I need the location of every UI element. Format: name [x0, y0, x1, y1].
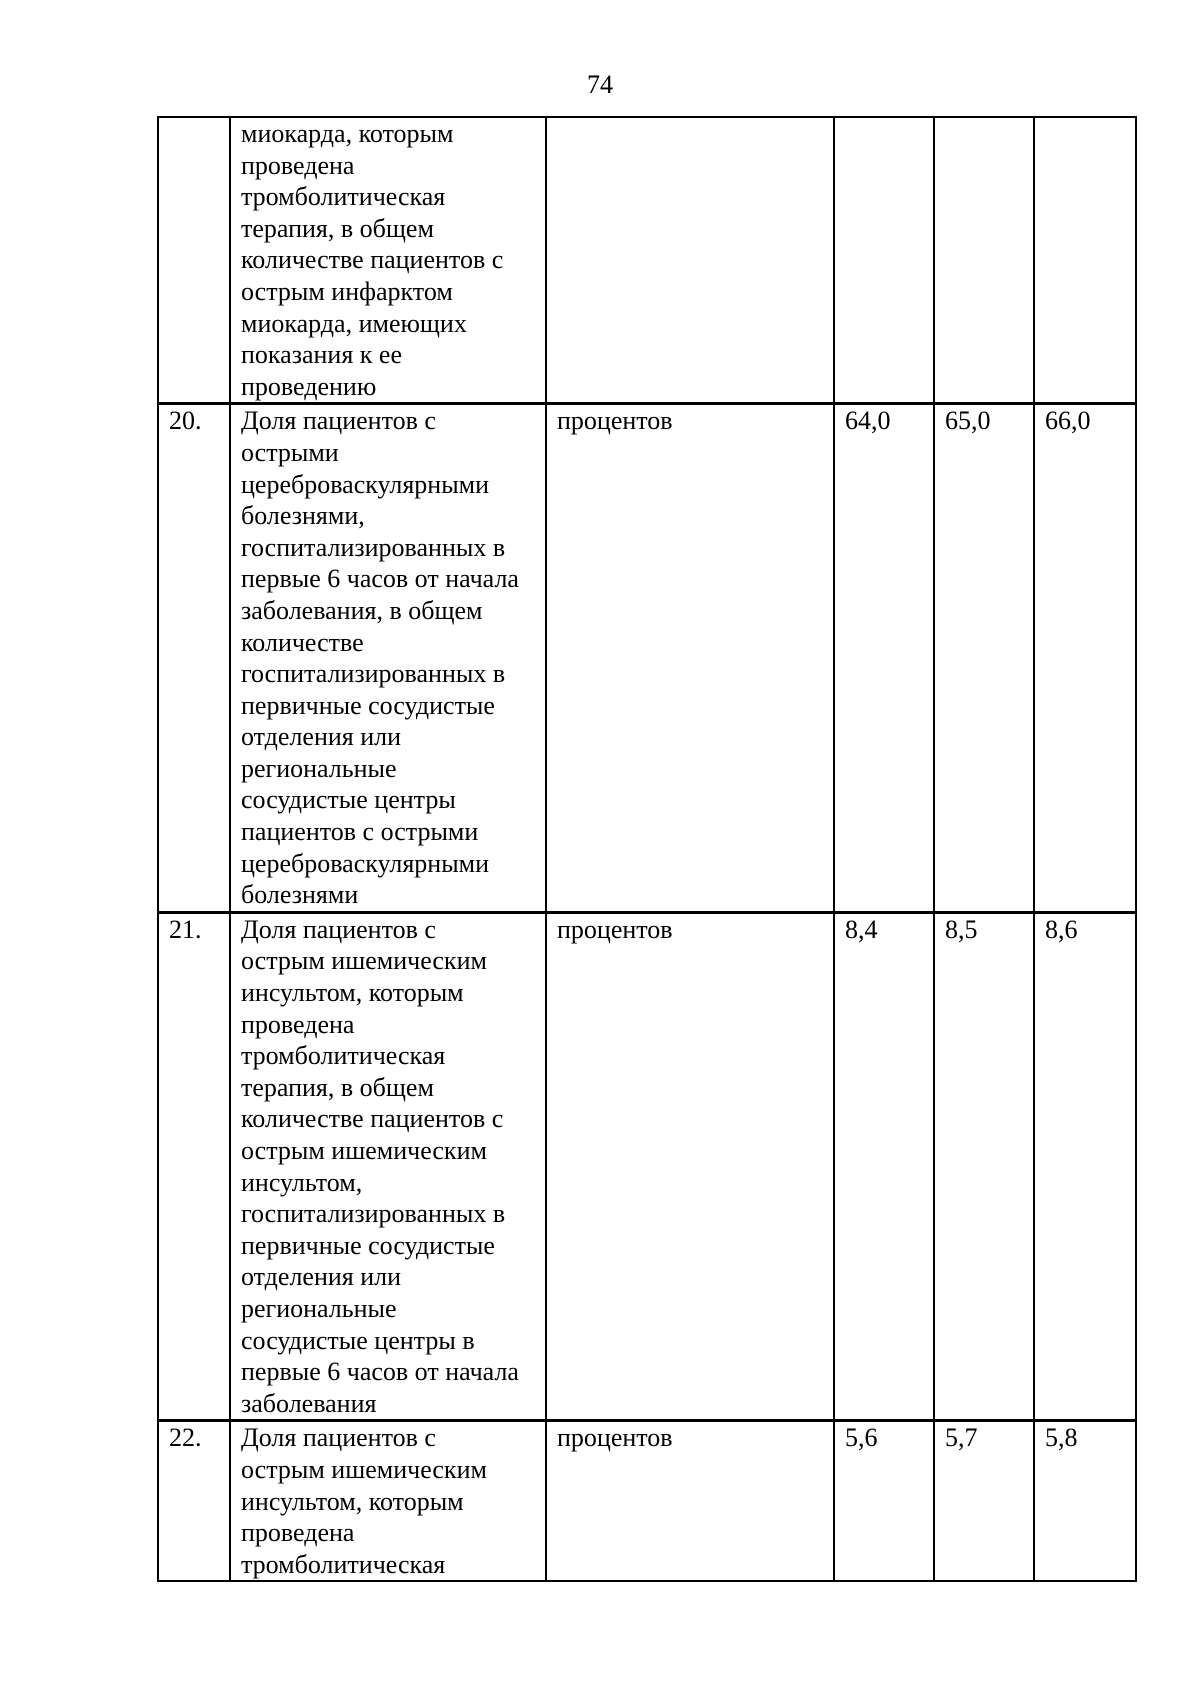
- unit-cell: [546, 117, 834, 404]
- row-number-cell: 21.: [158, 912, 230, 1421]
- indicator-name-cell: Доля пациентов с острым ишемическим инсультом, которым проведена тромболитическая: [230, 1421, 546, 1581]
- value-cell-2: 8,5: [934, 912, 1034, 1421]
- value-cell-3: [1034, 117, 1136, 404]
- row-number-cell: 20.: [158, 404, 230, 913]
- indicator-name-cell: Доля пациентов с острыми цереброваскулярными болезнями, госпитализированных в первые 6 часов от начала заболевания, в общем количестве госпитализированных в первичные сосудистые отделения или региональные сосудистые центры пациентов с острыми цереброваскулярными болезнями: [230, 404, 546, 913]
- row-number-cell: 22.: [158, 1421, 230, 1581]
- table-row: [158, 117, 1136, 404]
- table-row: [158, 912, 1136, 1421]
- indicator-name-cell: миокарда, которым проведена тромболитическая терапия, в общем количестве пациентов с острым инфарктом миокарда, имеющих показания к ее проведению: [230, 117, 546, 404]
- indicator-name-cell: Доля пациентов с острым ишемическим инсультом, которым проведена тромболитическая терапия, в общем количестве пациентов с острым ишемическим инсультом, госпитализированных в первичные сосудистые отделения или региональные сосудистые центры в первые 6 часов от начала заболевания: [230, 912, 546, 1421]
- value-cell-1: [834, 117, 934, 404]
- indicators-table: [157, 116, 1137, 1582]
- value-cell-2: 65,0: [934, 404, 1034, 913]
- page-number: 74: [587, 70, 613, 99]
- value-cell-3: 5,8: [1034, 1421, 1136, 1581]
- value-cell-1: 8,4: [834, 912, 934, 1421]
- value-cell-1: 64,0: [834, 404, 934, 913]
- value-cell-1: 5,6: [834, 1421, 934, 1581]
- value-cell-3: 8,6: [1034, 912, 1136, 1421]
- value-cell-2: 5,7: [934, 1421, 1034, 1581]
- value-cell-2: [934, 117, 1034, 404]
- unit-cell: процентов: [546, 1421, 834, 1581]
- table-row: [158, 1421, 1136, 1581]
- unit-cell: процентов: [546, 404, 834, 913]
- unit-cell: процентов: [546, 912, 834, 1421]
- table-row: [158, 404, 1136, 913]
- value-cell-3: 66,0: [1034, 404, 1136, 913]
- row-number-cell: [158, 117, 230, 404]
